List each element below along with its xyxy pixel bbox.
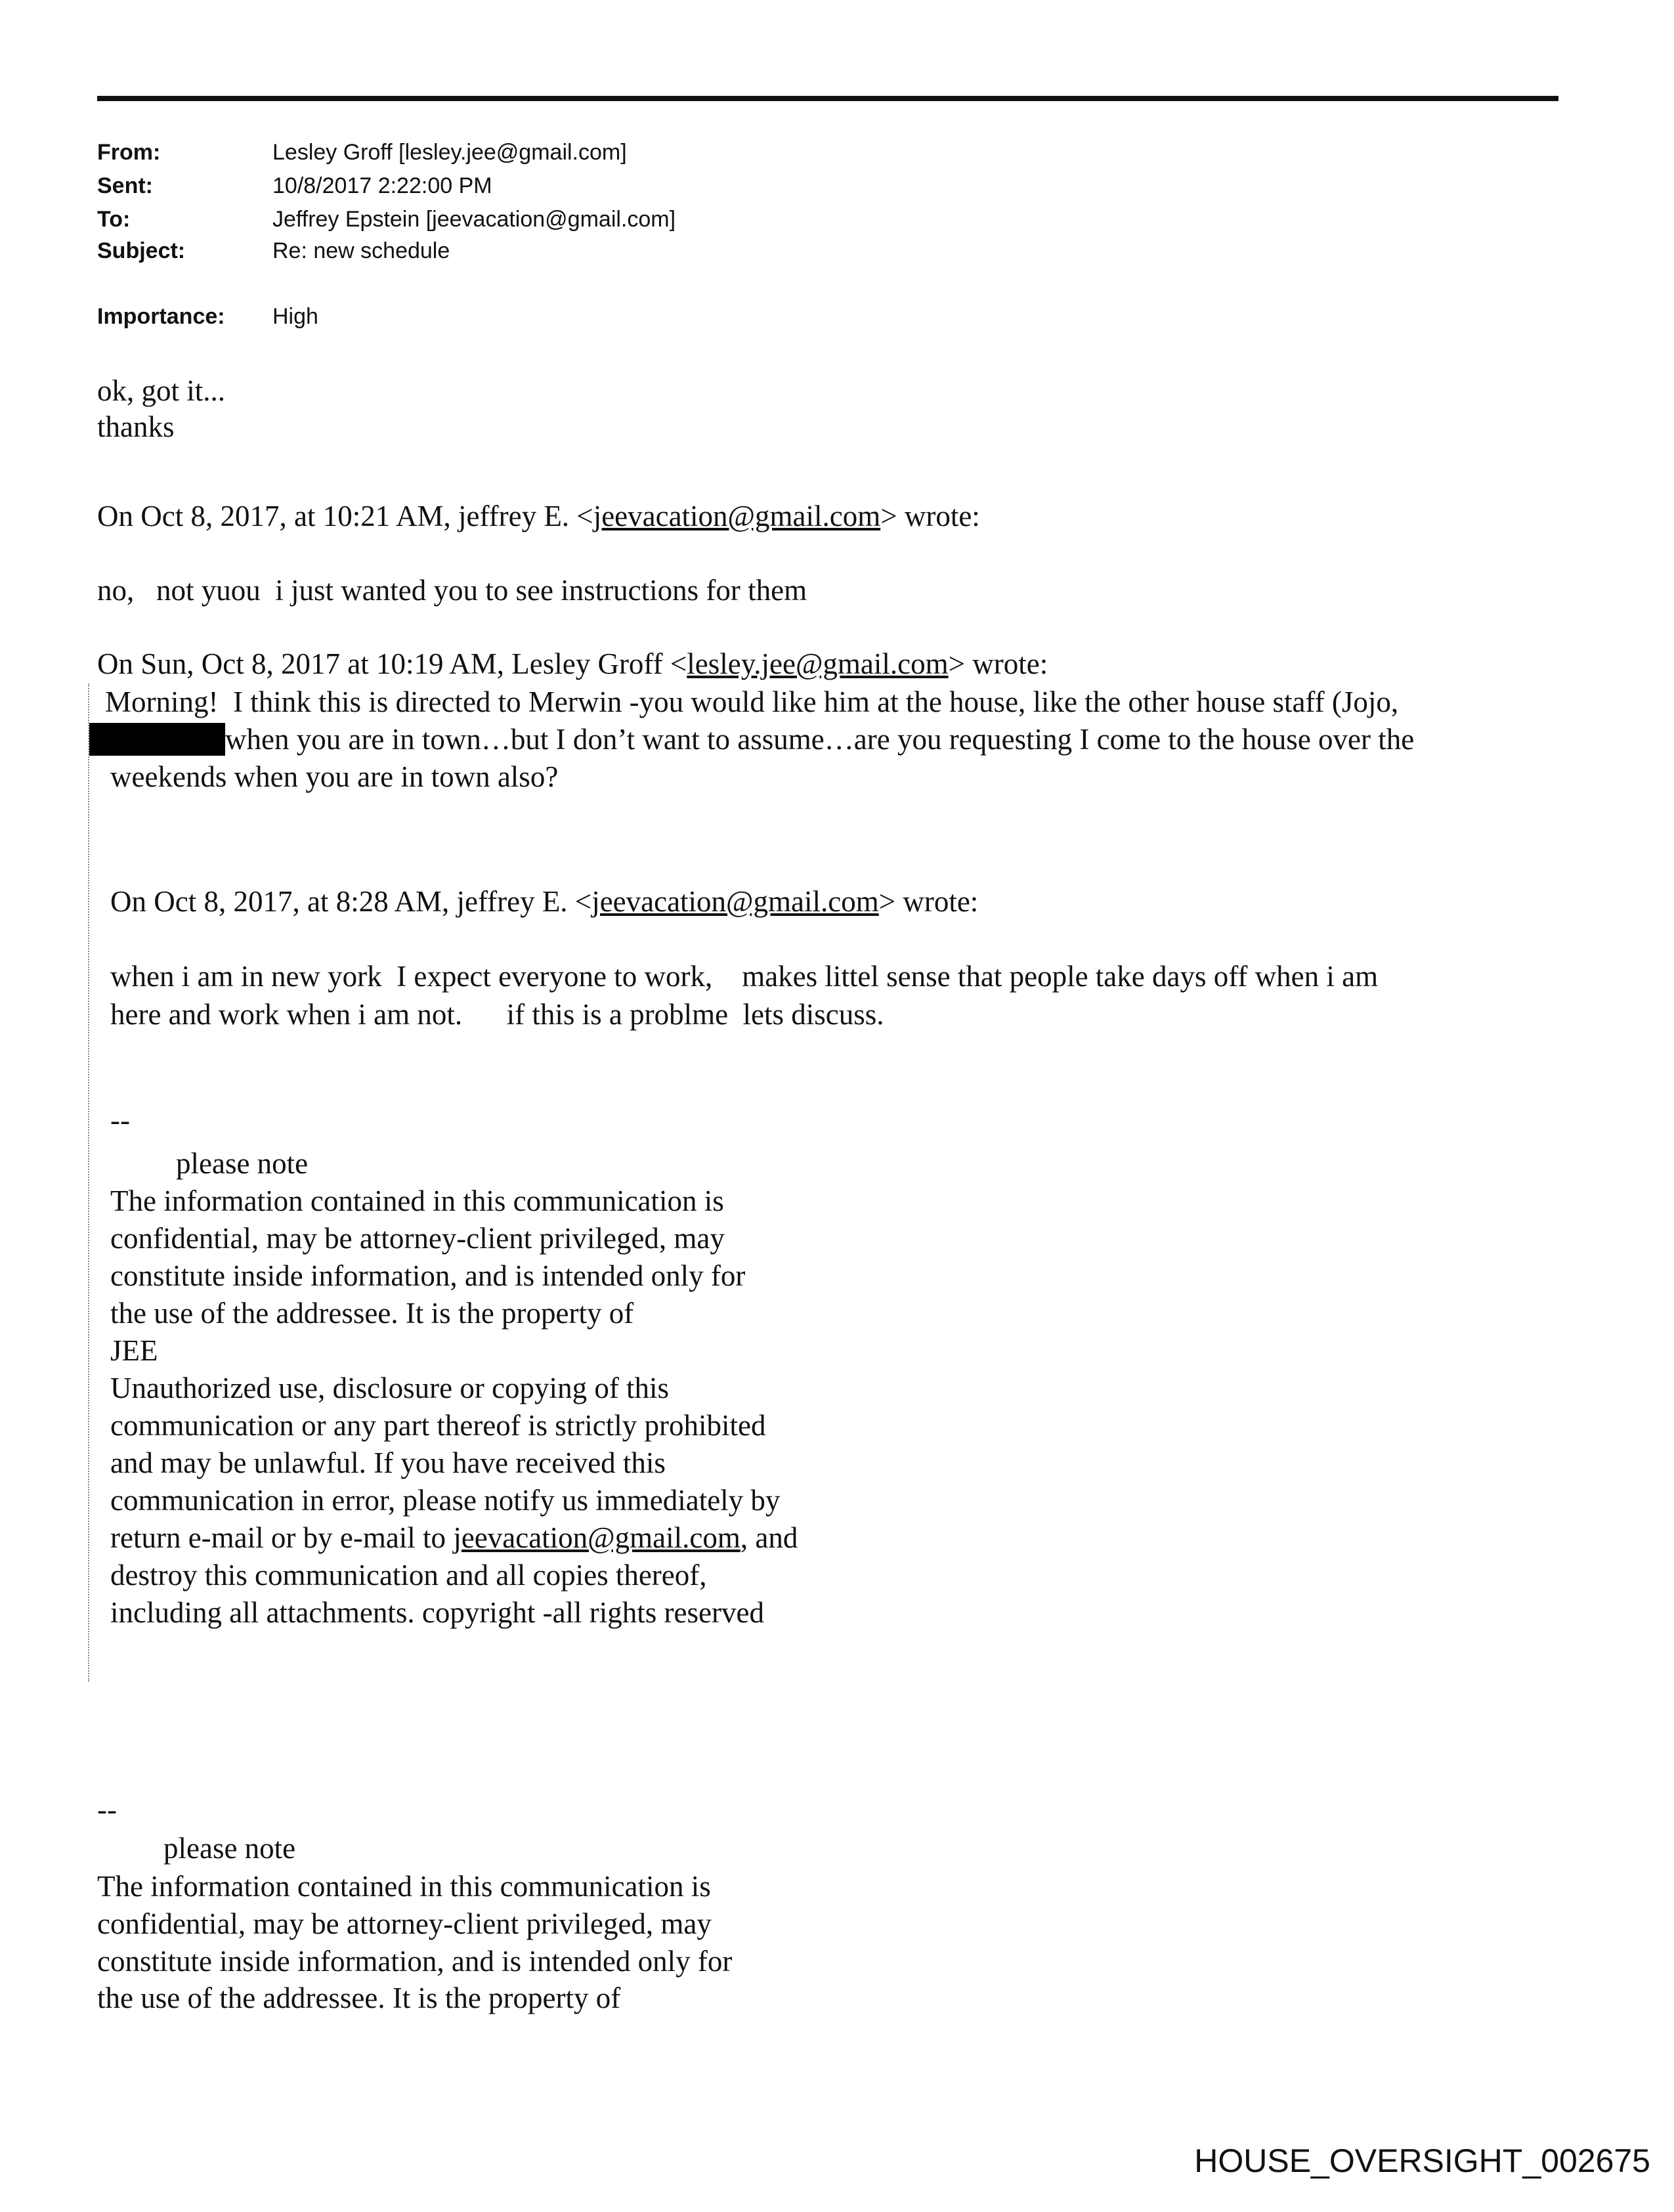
message-body: here and work when i am not. if this is a problme lets discuss.	[110, 998, 884, 1031]
sig-note: please note	[163, 1832, 296, 1865]
subject-value: Re: new schedule	[272, 238, 450, 263]
attrib-text: On Sun, Oct 8, 2017 at 10:19 AM, Lesley Groff <	[97, 647, 687, 680]
top-rule	[97, 96, 1558, 101]
reply-line: ok, got it...	[97, 374, 226, 407]
message-body	[89, 721, 1414, 758]
quote-attribution	[97, 645, 1048, 682]
message-text: when you are in town…but I don’t want to assume…are you requesting I come to the house over the	[225, 723, 1415, 756]
sig-line: communication in error, please notify us immediately by	[110, 1484, 781, 1517]
sig-line: destroy this communication and all copies thereof,	[110, 1559, 707, 1592]
message-body: no, not yuou i just wanted you to see instructions for them	[97, 574, 807, 607]
attrib-text: On Oct 8, 2017, at 8:28 AM, jeffrey E. <	[110, 885, 592, 918]
sig-line: the use of the addressee. It is the property of	[110, 1297, 634, 1330]
sig-line: and may be unlawful. If you have received this	[110, 1446, 666, 1479]
email-link[interactable]: jeevacation@gmail.com	[591, 885, 879, 918]
from-value: Lesley Groff [lesley.jee@gmail.com]	[272, 140, 627, 165]
sig-line: confidential, may be attorney-client privileged, may	[97, 1907, 712, 1940]
attrib-text: > wrote:	[880, 500, 980, 532]
sig-text: , and	[740, 1521, 798, 1554]
message-body: when i am in new york I expect everyone to work, makes littel sense that people take days off when i am	[110, 960, 1379, 993]
reply-line: thanks	[97, 410, 175, 443]
redaction-box	[89, 723, 225, 756]
sig-note: please note	[176, 1147, 309, 1180]
sig-line	[110, 1519, 798, 1556]
sig-line: Unauthorized use, disclosure or copying of this	[110, 1372, 670, 1404]
sig-text: return e-mail or by e-mail to	[110, 1521, 454, 1554]
sig-line: The information contained in this communication is	[97, 1870, 711, 1903]
sig-line: the use of the addressee. It is the property of	[97, 1982, 621, 2014]
email-link[interactable]: jeevacation@gmail.com	[453, 1521, 740, 1554]
to-label: To:	[97, 207, 131, 232]
sig-dashes: --	[97, 1793, 117, 1826]
email-link[interactable]: lesley.jee@gmail.com	[687, 647, 949, 680]
importance-value: High	[272, 304, 318, 329]
sig-line: confidential, may be attorney-client privileged, may	[110, 1222, 725, 1255]
sent-value: 10/8/2017 2:22:00 PM	[272, 173, 492, 198]
sig-line: including all attachments. copyright -all rights reserved	[110, 1596, 764, 1629]
bates-number: HOUSE_OVERSIGHT_002675	[1194, 2142, 1650, 2179]
quote-attribution	[110, 883, 978, 920]
sig-line: constitute inside information, and is intended only for	[110, 1259, 746, 1292]
message-body: Morning! I think this is directed to Merwin -you would like him at the house, like the other house staff (Jojo,	[105, 685, 1399, 718]
sig-line: JEE	[110, 1334, 158, 1367]
sent-label: Sent:	[97, 173, 153, 198]
sig-dashes: --	[110, 1104, 130, 1137]
attrib-text: On Oct 8, 2017, at 10:21 AM, jeffrey E. <	[97, 500, 593, 532]
from-label: From:	[97, 140, 161, 165]
quote-attribution	[97, 498, 980, 534]
message-body: weekends when you are in town also?	[110, 760, 559, 793]
sig-line: communication or any part thereof is strictly prohibited	[110, 1409, 766, 1442]
sig-line: constitute inside information, and is intended only for	[97, 1945, 733, 1978]
quote-bar	[88, 683, 89, 1681]
to-value: Jeffrey Epstein [jeevacation@gmail.com]	[272, 207, 676, 232]
importance-label: Importance:	[97, 304, 225, 329]
sig-line: The information contained in this communication is	[110, 1184, 724, 1217]
subject-label: Subject:	[97, 238, 186, 263]
attrib-text: > wrote:	[878, 885, 979, 918]
attrib-text: > wrote:	[948, 647, 1048, 680]
email-link[interactable]: jeevacation@gmail.com	[593, 500, 881, 532]
